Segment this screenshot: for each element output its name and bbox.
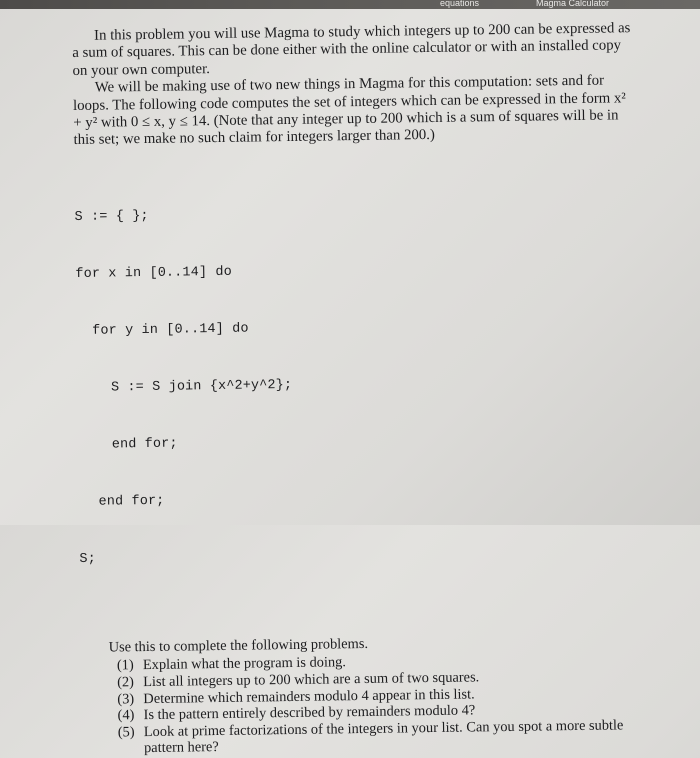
code-line: S;	[79, 551, 97, 567]
sets-loops-paragraph: We will be making use of two new things in Magma for this computation: sets and for loops. The following code computes the set of integers which can be expressed in the form x² + y² with 0 ≤ x, y ≤ 14. (Note that any integer up to 200 which is a sum of squares will be in this set; we make no such claim for integers larger than 200.)	[72, 72, 626, 149]
task-text: List all integers up to 200 which are a sum of two squares.	[143, 669, 480, 691]
task-list	[109, 632, 643, 758]
task-item	[110, 717, 642, 758]
task-text: Look at prime factorizations of the integers in your list. Can you spot a more subtle pattern here?	[143, 717, 624, 757]
task-text: Explain what the program is doing.	[142, 654, 347, 674]
task-number: (5)	[117, 724, 135, 741]
tab-label-equations: equations	[440, 0, 480, 8]
problem-page	[72, 20, 642, 758]
task-text: Is the pattern entirely described by remainders modulo 4?	[143, 702, 476, 724]
top-tab-strip	[0, 0, 700, 9]
intro-paragraph: In this problem you will use Magma to study which integers up to 200 can be expressed as a sum of squares. This can be done either with the online calculator or with an installed copy on your own computer.	[72, 20, 631, 79]
task-number: (3)	[117, 690, 135, 708]
task-number: (2)	[117, 674, 135, 691]
task-number: (4)	[117, 707, 135, 724]
task-list-intro: Use this to complete the following problems.	[108, 635, 369, 656]
task-number: (1)	[116, 657, 134, 674]
magma-code-block	[74, 162, 640, 607]
code-line: end for;	[98, 493, 165, 510]
task-text: Determine which remainders modulo 4 appear in this list.	[143, 686, 475, 707]
code-line: S := { };	[74, 208, 149, 225]
tab-label-magma-calculator: Magma Calculator	[536, 0, 610, 8]
code-line: for x in [0..14] do	[75, 264, 233, 282]
code-line: for y in [0..14] do	[92, 321, 249, 339]
code-line: S := S join {x^2+y^2};	[110, 377, 293, 396]
code-line: end for;	[111, 436, 178, 453]
